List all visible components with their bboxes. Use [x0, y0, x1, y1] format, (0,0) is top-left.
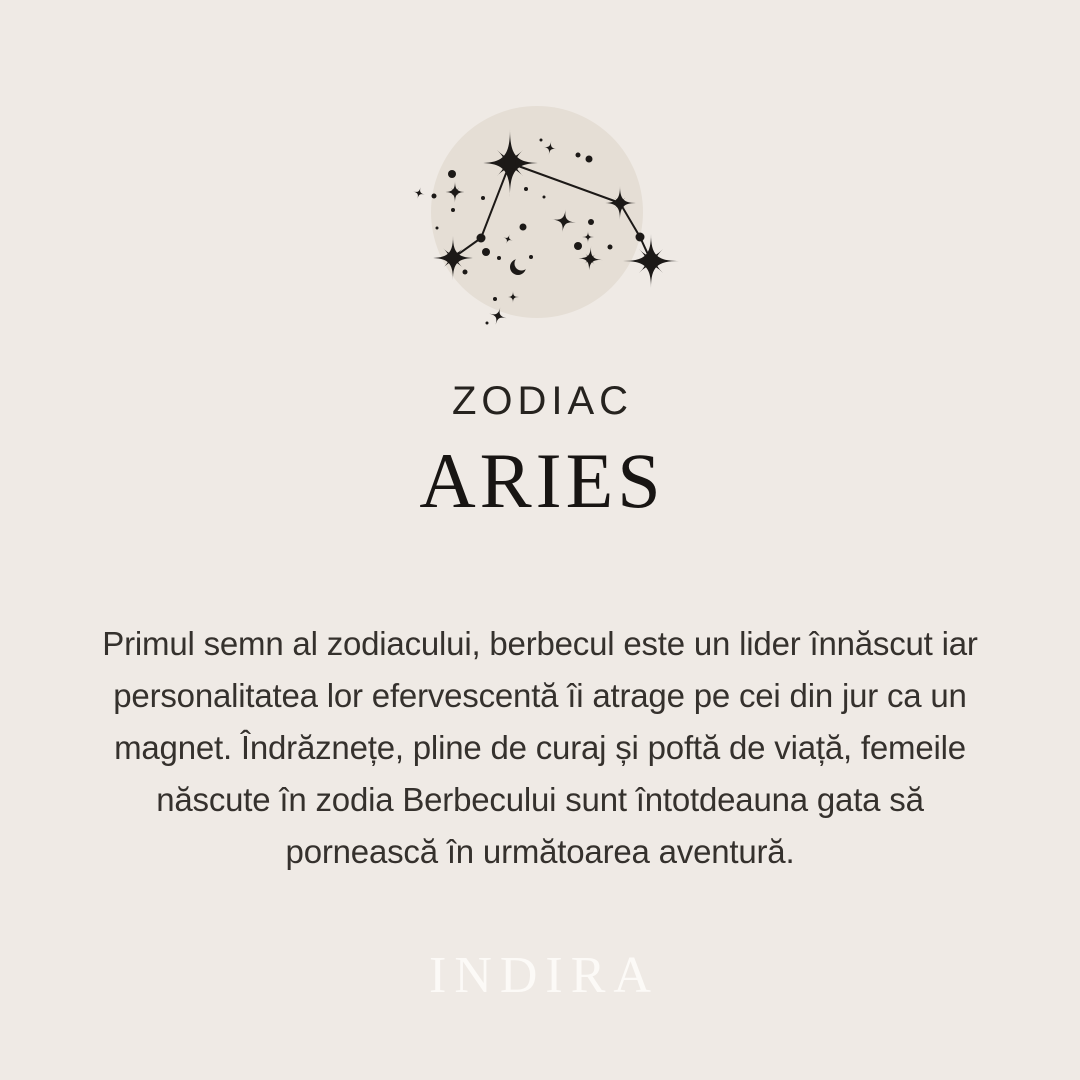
aries-constellation-illustration [0, 0, 1080, 360]
description-line: Primul semn al zodiacului, berbecul este un lider înnăscut iar [102, 625, 978, 662]
description-line: magnet. Îndrăznețe, pline de curaj și poftă de viață, femeile [114, 729, 966, 766]
sign-title: ARIES [419, 437, 665, 524]
brand-logo: INDIRA [429, 947, 659, 1004]
sign-description [0, 618, 1080, 878]
description-line: născute în zodia Berbecului sunt întotdeauna gata să [156, 781, 924, 818]
zodiac-kicker: ZODIAC [451, 379, 634, 423]
description-line: personalitatea lor efervescentă îi atrage pe cei din jur ca un [113, 677, 967, 714]
description-line: pornească în următoarea aventură. [285, 833, 795, 870]
